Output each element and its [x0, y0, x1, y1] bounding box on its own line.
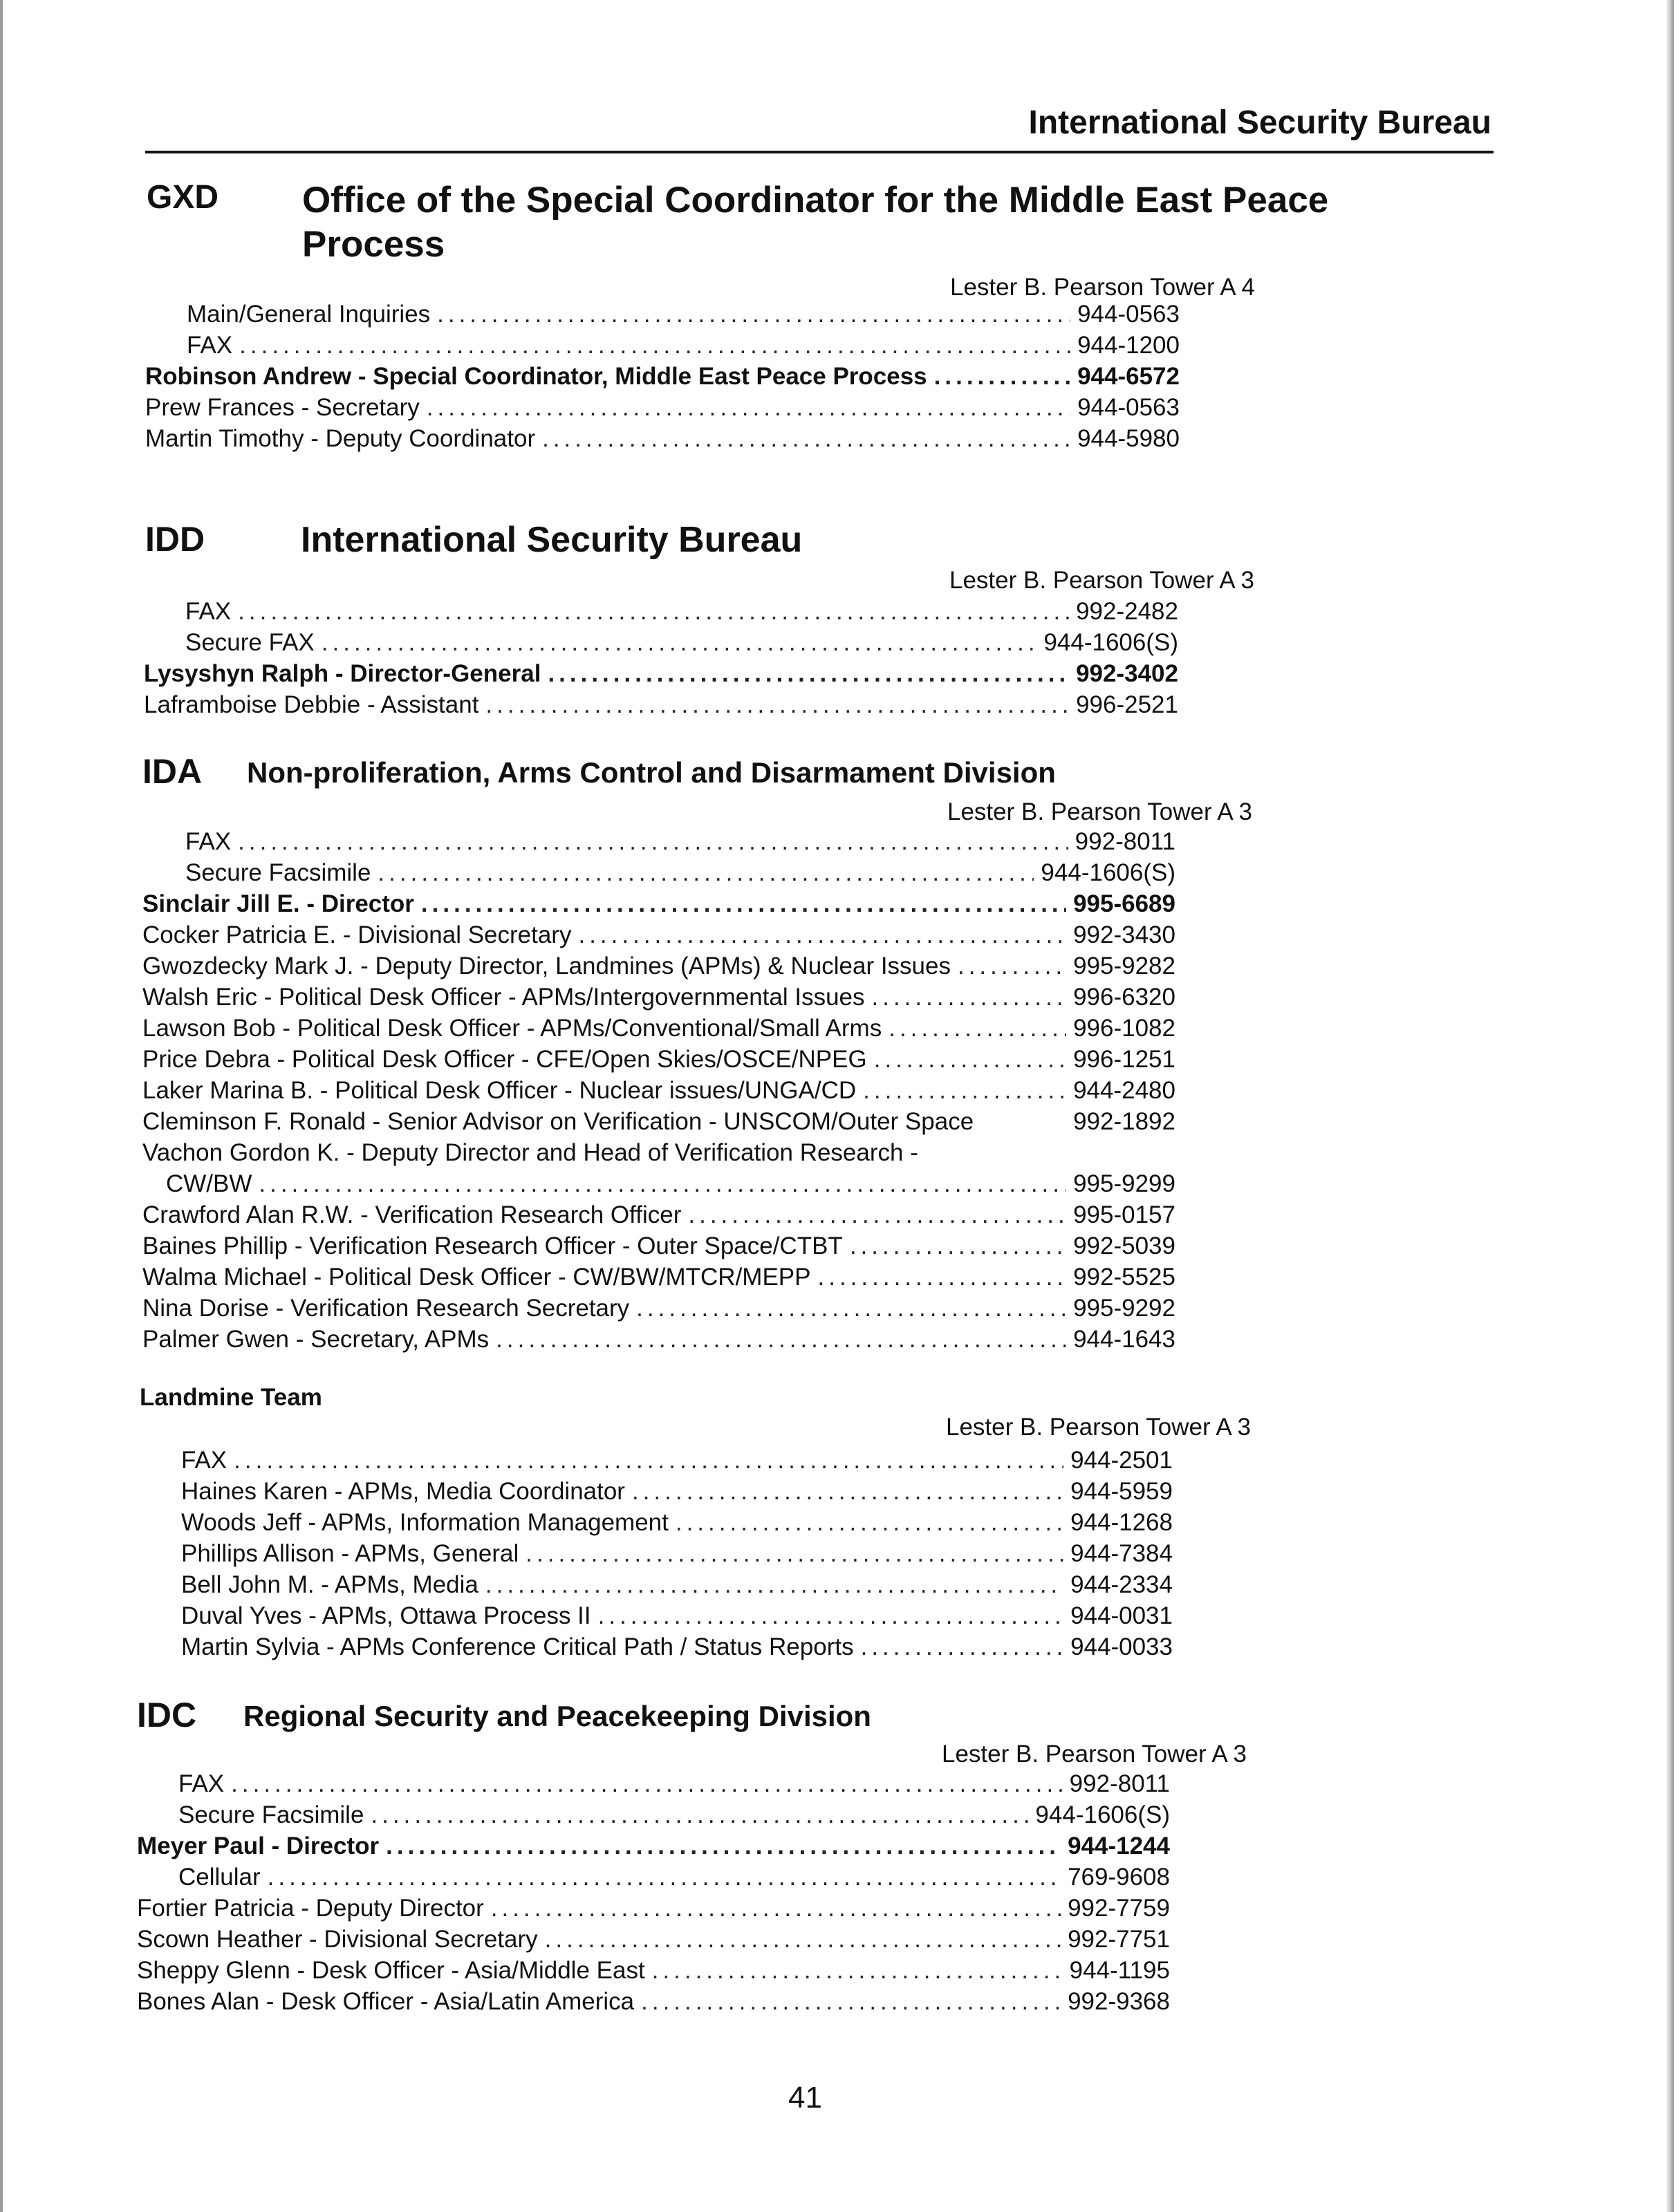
section-title: International Security Bureau: [301, 520, 803, 560]
directory-row: Laframboise Debbie - Assistant ..... 996-2521: [144, 689, 1178, 720]
section-code: GXD: [147, 179, 219, 216]
section-code: IDC: [137, 1696, 197, 1734]
directory-row: Price Debra - Political Desk Officer - CFE/Open Skies/OSCE/NPEG ..... 996-1251: [142, 1044, 1175, 1075]
directory-row: Palmer Gwen - Secretary, APMs ..... 944-1643: [142, 1324, 1175, 1355]
directory-row: FAX ..... 992-2482: [185, 596, 1178, 627]
scan-edge-right: [1666, 0, 1674, 2212]
directory-row: Woods Jeff - APMs, Information Management ..... 944-1268: [181, 1507, 1173, 1538]
directory-row: FAX ..... 944-1200: [187, 330, 1180, 361]
directory-row: Duval Yves - APMs, Ottawa Process II ..... 944-0031: [181, 1600, 1173, 1631]
directory-row: CW/BW ..... 995-9299: [166, 1168, 1175, 1199]
directory-row: Martin Sylvia - APMs Conference Critical Path / Status Reports ..... 944-0033: [181, 1631, 1173, 1662]
directory-row: Baines Phillip - Verification Research Officer - Outer Space/CTBT ..... 992-5039: [142, 1230, 1175, 1262]
section-title: Non-proliferation, Arms Control and Disarmament Division: [247, 756, 1056, 789]
section-code: IDA: [142, 752, 203, 791]
directory-row: Fortier Patricia - Deputy Director ..... 992-7759: [137, 1893, 1170, 1924]
directory-row: Cleminson F. Ronald - Senior Advisor on Verification - UNSCOM/Outer Space 992-1892: [142, 1108, 1175, 1135]
section-title: [302, 178, 1328, 266]
directory-row: Walsh Eric - Political Desk Officer - APMs/Intergovernmental Issues ..... 996-6320: [142, 982, 1175, 1013]
section-code: IDD: [145, 520, 205, 559]
directory-row: Crawford Alan R.W. - Verification Research Officer ..... 995-0157: [142, 1199, 1175, 1230]
subsection-title: Landmine Team: [140, 1384, 322, 1411]
directory-row: Lysyshyn Ralph - Director-General ..... 992-3402: [144, 658, 1178, 689]
directory-row: Robinson Andrew - Special Coordinator, Middle East Peace Process ..... 944-6572: [145, 361, 1180, 392]
section-title-line-2: Process: [302, 223, 445, 265]
directory-row: Vachon Gordon K. - Deputy Director and Head of Verification Research -: [142, 1139, 918, 1166]
directory-row: Bones Alan - Desk Officer - Asia/Latin America ..... 992-9368: [137, 1986, 1170, 2017]
directory-row: Secure FAX ..... 944-1606(S): [185, 627, 1178, 658]
directory-row: Cocker Patricia E. - Divisional Secretary ..... 992-3430: [142, 919, 1175, 950]
directory-row: Sheppy Glenn - Desk Officer - Asia/Middle East ..... 944-1195: [137, 1955, 1170, 1986]
directory-row: FAX ..... 992-8011: [178, 1768, 1170, 1799]
page-number: 41: [788, 2081, 822, 2115]
directory-row: Prew Frances - Secretary ..... 944-0563: [145, 392, 1180, 423]
header-rule: [145, 151, 1494, 153]
directory-row: Laker Marina B. - Political Desk Officer - Nuclear issues/UNGA/CD ..... 944-2480: [142, 1075, 1175, 1106]
directory-row: Phillips Allison - APMs, General ..... 944-7384: [181, 1538, 1173, 1569]
directory-row: Walma Michael - Political Desk Officer - CW/BW/MTCR/MEPP ..... 992-5525: [142, 1262, 1175, 1293]
location: Lester B. Pearson Tower A 4: [950, 274, 1256, 301]
directory-row: Secure Facsimile ..... 944-1606(S): [185, 857, 1175, 888]
location: Lester B. Pearson Tower A 3: [947, 798, 1253, 825]
directory-row: Nina Dorise - Verification Research Secretary ..... 995-9292: [142, 1293, 1175, 1324]
directory-row: Bell John M. - APMs, Media ..... 944-2334: [181, 1569, 1173, 1600]
location: Lester B. Pearson Tower A 3: [942, 1741, 1247, 1768]
section-title-line-1: Office of the Special Coordinator for the Middle East Peace: [302, 180, 1329, 221]
location: Lester B. Pearson Tower A 3: [946, 1414, 1252, 1441]
running-header-title: International Security Bureau: [1028, 104, 1491, 141]
directory-row: FAX ..... 944-2501: [181, 1445, 1173, 1476]
directory-row: Cellular ..... 769-9608: [178, 1862, 1170, 1893]
location: Lester B. Pearson Tower A 3: [949, 567, 1255, 594]
directory-row: Scown Heather - Divisional Secretary ..... 992-7751: [137, 1924, 1170, 1955]
directory-row: Martin Timothy - Deputy Coordinator ..... 944-5980: [145, 423, 1180, 454]
directory-row: Haines Karen - APMs, Media Coordinator ..... 944-5959: [181, 1476, 1173, 1507]
directory-row: Sinclair Jill E. - Director ..... 995-6689: [142, 888, 1175, 919]
directory-row: Meyer Paul - Director ..... 944-1244: [137, 1830, 1170, 1862]
directory-row: Gwozdecky Mark J. - Deputy Director, Landmines (APMs) & Nuclear Issues ..... 995-9282: [142, 950, 1175, 982]
directory-row: Secure Facsimile ..... 944-1606(S): [178, 1799, 1170, 1830]
directory-row: FAX ..... 992-8011: [185, 826, 1175, 857]
section-title: Regional Security and Peacekeeping Division: [243, 1700, 871, 1732]
directory-row: Lawson Bob - Political Desk Officer - APMs/Conventional/Small Arms ..... 996-1082: [142, 1013, 1175, 1044]
scan-edge-left: [0, 0, 3, 2212]
directory-row: Main/General Inquiries ..... 944-0563: [187, 299, 1180, 330]
